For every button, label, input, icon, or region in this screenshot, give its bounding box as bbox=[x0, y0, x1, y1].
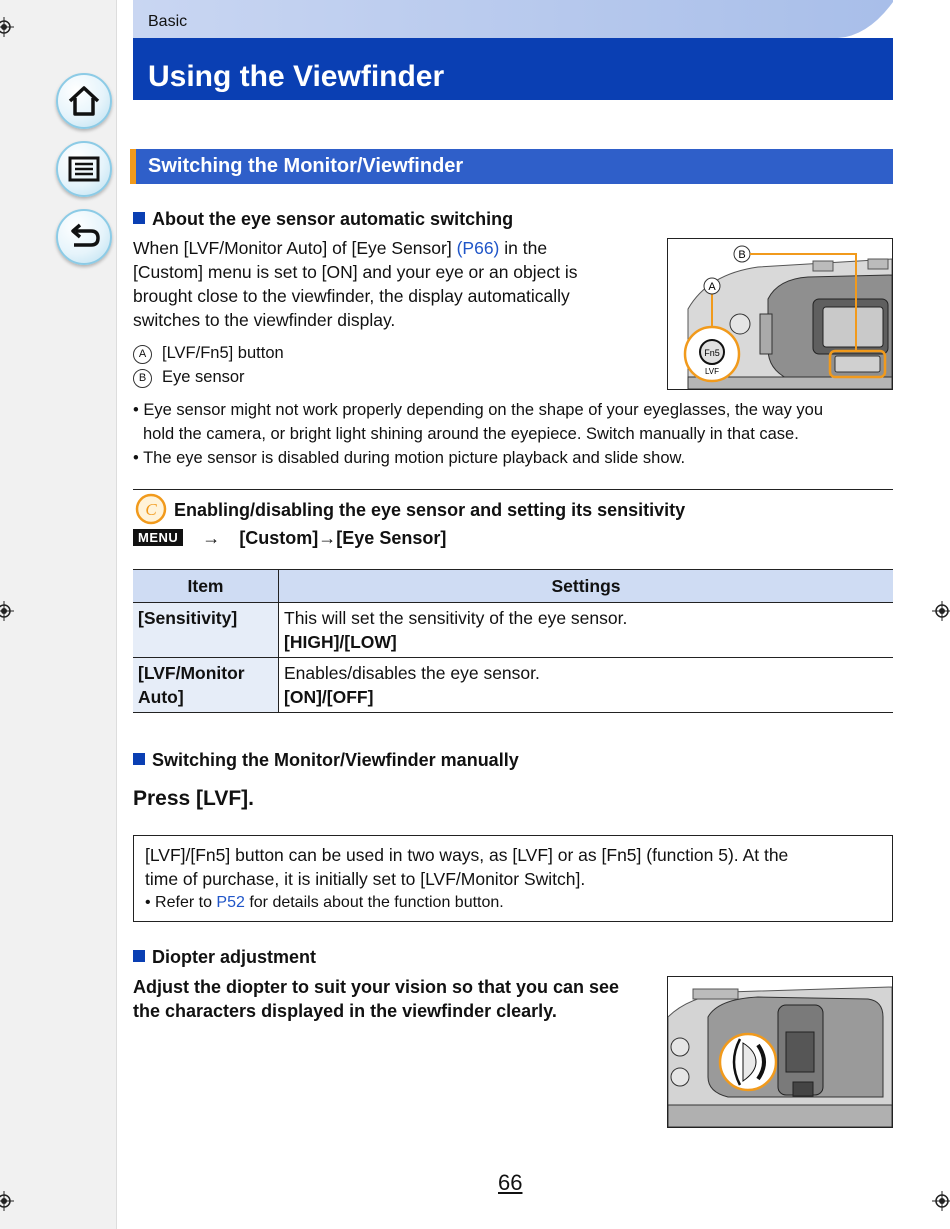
table-header-row bbox=[133, 570, 893, 603]
diopter-heading: Diopter adjustment bbox=[133, 947, 316, 968]
diopter-illustration bbox=[667, 976, 893, 1128]
breadcrumb: Basic bbox=[148, 13, 188, 30]
custom-menu-icon bbox=[135, 493, 167, 530]
table-cell-item: [LVF/Monitor Auto] bbox=[133, 658, 279, 713]
diopter-dial-illustration bbox=[668, 977, 892, 1127]
page-link-p52[interactable]: P52 bbox=[216, 894, 245, 911]
table-header-item: Item bbox=[133, 570, 279, 603]
back-button[interactable] bbox=[56, 209, 112, 265]
divider bbox=[133, 489, 893, 490]
registration-mark-icon bbox=[932, 601, 950, 621]
svg-text:C: C bbox=[145, 500, 157, 519]
note-box: [LVF]/[Fn5] button can be used in two ways, as [LVF] or as [Fn5] (function 5). At the time of purchase, it is initially set to [LVF/Monitor Switch]. • Refer to P52 for details about the function button. bbox=[133, 835, 893, 922]
registration-mark-icon bbox=[932, 1191, 950, 1211]
registration-mark-icon bbox=[0, 1191, 14, 1211]
settings-table bbox=[133, 569, 893, 713]
table-row bbox=[133, 603, 893, 658]
svg-text:Fn5: Fn5 bbox=[704, 348, 720, 358]
square-bullet-icon bbox=[133, 950, 145, 962]
menu-path: MENU → [Custom]→[Eye Sensor] bbox=[133, 528, 446, 549]
table-cell-settings: Enables/disables the eye sensor. [ON]/[OFF] bbox=[279, 658, 894, 713]
page-link-p66[interactable]: (P66) bbox=[456, 238, 500, 258]
list-icon bbox=[64, 149, 104, 189]
custom-block-heading: Enabling/disabling the eye sensor and setting its sensitivity bbox=[174, 500, 686, 520]
manual-switch-heading: Switching the Monitor/Viewfinder manually bbox=[133, 750, 519, 771]
section-title: Switching the Monitor/Viewfinder bbox=[148, 155, 464, 177]
arrow-icon: → bbox=[202, 528, 221, 548]
table-header-settings: Settings bbox=[279, 570, 894, 603]
svg-text:LVF: LVF bbox=[704, 367, 720, 376]
table-cell-settings: This will set the sensitivity of the eye sensor. [HIGH]/[LOW] bbox=[279, 603, 894, 658]
table-row bbox=[133, 658, 893, 713]
svg-text:B: B bbox=[738, 249, 746, 261]
back-arrow-icon bbox=[64, 217, 104, 257]
diopter-instruction: Adjust the diopter to suit your vision so that you can see the characters displayed in the viewfinder clearly. bbox=[133, 977, 620, 1021]
square-bullet-icon bbox=[133, 753, 145, 765]
home-icon bbox=[64, 81, 104, 121]
table-of-contents-button[interactable] bbox=[56, 141, 112, 197]
menu-badge: MENU bbox=[133, 529, 183, 546]
callout-legend: A [LVF/Fn5] button B Eye sensor bbox=[133, 341, 284, 389]
square-bullet-icon bbox=[133, 212, 145, 224]
page-header bbox=[133, 38, 893, 100]
eye-sensor-notes: • Eye sensor might not work properly depending on the shape of your eyeglasses, the way you hold the camera, or bright light shining around the eyepiece. Switch manually in that case. • The eye sensor is disabled during motion picture playback and slide show. bbox=[133, 398, 893, 470]
camera-back-illustration bbox=[668, 239, 892, 389]
page-title: Using the Viewfinder bbox=[148, 60, 445, 93]
svg-text:A: A bbox=[708, 281, 716, 293]
registration-mark-icon bbox=[0, 17, 14, 37]
note-bullet: • Eye sensor might not work properly depending on the shape of your eyeglasses, the way you bbox=[133, 401, 824, 419]
table-cell-item: [Sensitivity] bbox=[133, 603, 279, 658]
breadcrumb-bar bbox=[133, 0, 893, 38]
breadcrumb-tab-shape bbox=[133, 0, 893, 38]
section-header bbox=[130, 149, 893, 184]
eye-sensor-illustration bbox=[667, 238, 893, 390]
registration-mark-icon bbox=[0, 601, 14, 621]
note-bullet: • The eye sensor is disabled during motion picture playback and slide show. bbox=[133, 449, 686, 467]
eye-sensor-heading: About the eye sensor automatic switching bbox=[133, 209, 513, 230]
callout-a-marker: A bbox=[133, 345, 152, 364]
manual-instruction: Press [LVF]. bbox=[133, 787, 254, 810]
page-number: 66 bbox=[498, 1170, 523, 1195]
eye-sensor-paragraph: When [LVF/Monitor Auto] of [Eye Sensor] (P66) in the [Custom] menu is set to [ON] and your eye or an object is brought close to the viewfinder, the display automatically switches to the viewfinder display. bbox=[133, 238, 578, 330]
home-button[interactable] bbox=[56, 73, 112, 129]
callout-b-marker: B bbox=[133, 369, 152, 388]
